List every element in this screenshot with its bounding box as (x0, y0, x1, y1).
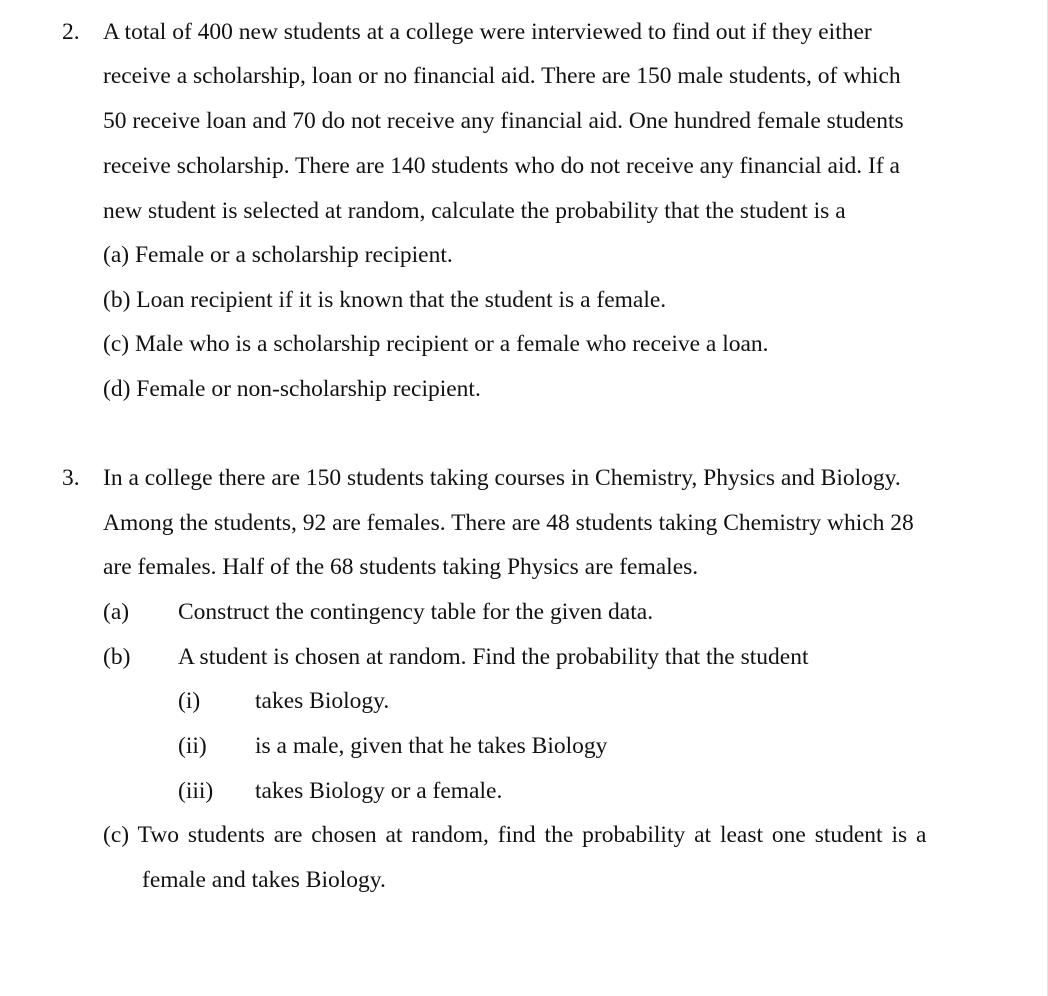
question-text-line: A total of 400 new students at a college were interviewed to find out if they either (103, 19, 872, 45)
sub-item-iii-label: (iii) (178, 778, 214, 804)
sub-question-c-line1: (c) Two students are chosen at random, find the probability at least one student is a (103, 822, 927, 848)
sub-item-i-text: takes Biology. (255, 688, 390, 714)
question-text-line: In a college there are 150 students taking courses in Chemistry, Physics and Biology. (103, 465, 901, 491)
question-text-line: receive a scholarship, loan or no financial aid. There are 150 male students, of which (103, 63, 901, 89)
question-text-line: receive scholarship. There are 140 students who do not receive any financial aid. If a (103, 153, 900, 179)
sub-item-ii-label: (ii) (178, 733, 207, 759)
question-number: 2. (62, 19, 80, 45)
sub-question-c: (c) Male who is a scholarship recipient or a female who receive a loan. (103, 331, 769, 357)
sub-question-a: (a) Female or a scholarship recipient. (103, 242, 453, 268)
question-text-line: 50 receive loan and 70 do not receive any financial aid. One hundred female students (103, 108, 904, 134)
sub-item-iii-text: takes Biology or a female. (255, 778, 503, 804)
sub-question-a-text: Construct the contingency table for the given data. (178, 599, 654, 625)
sub-item-i-label: (i) (178, 688, 201, 714)
sub-item-ii-text: is a male, given that he takes Biology (255, 733, 608, 759)
question-text-line: new student is selected at random, calculate the probability that the student is a (103, 198, 846, 224)
question-number: 3. (62, 465, 80, 491)
sub-question-a-label: (a) (103, 599, 130, 625)
sub-question-b-text: A student is chosen at random. Find the probability that the student (178, 644, 809, 670)
question-text-line: are females. Half of the 68 students taking Physics are females. (103, 554, 699, 580)
sub-question-d: (d) Female or non-scholarship recipient. (103, 376, 481, 402)
sub-question-c-line2: female and takes Biology. (142, 867, 386, 893)
question-text-line: Among the students, 92 are females. There are 48 students taking Chemistry which 28 (103, 510, 914, 536)
sub-question-b-label: (b) (103, 644, 131, 670)
sub-question-b: (b) Loan recipient if it is known that the student is a female. (103, 287, 667, 313)
